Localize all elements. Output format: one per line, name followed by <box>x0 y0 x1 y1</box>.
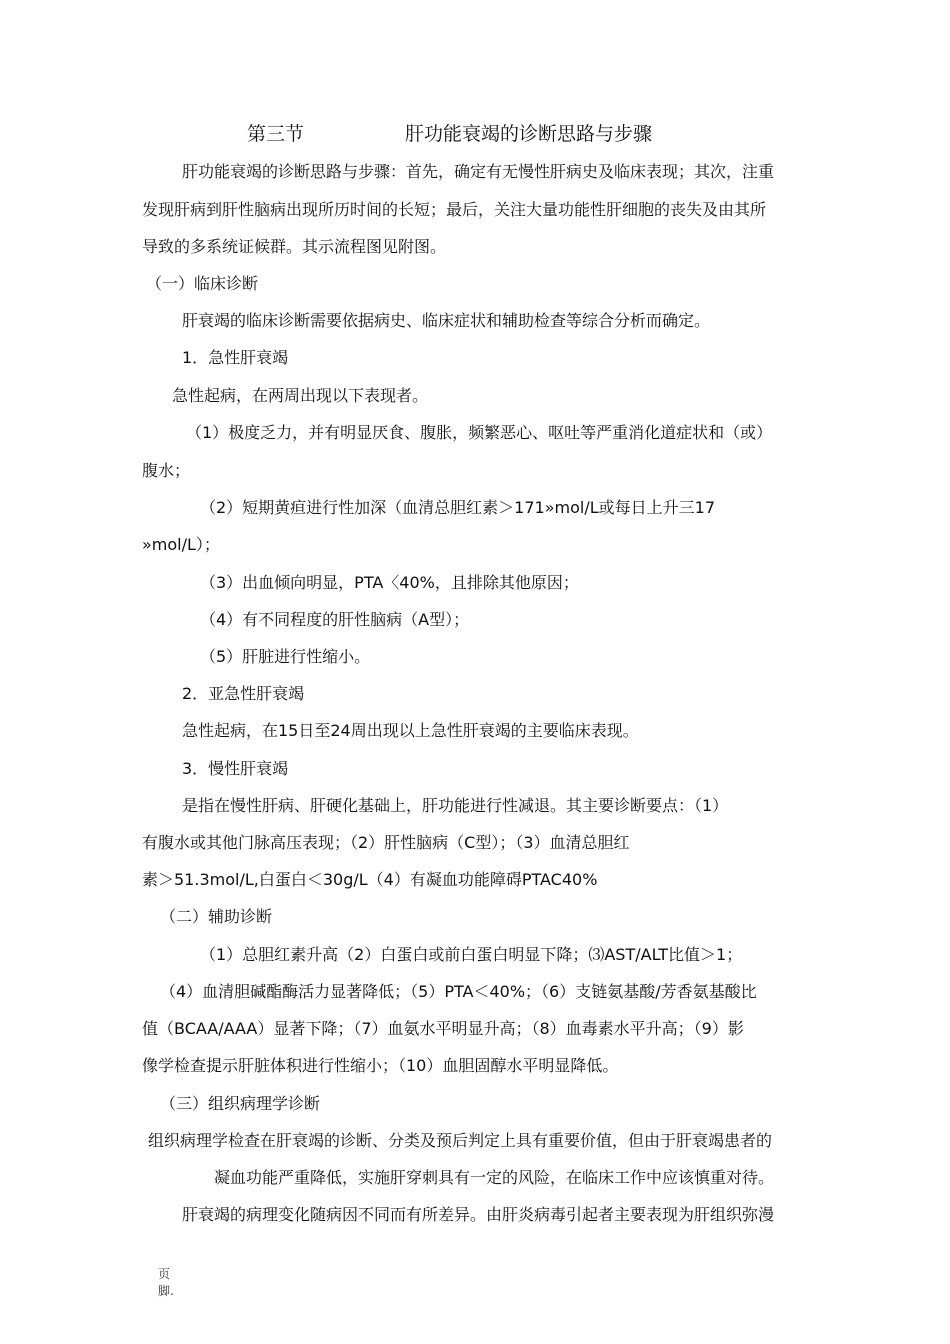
section-number: 第三节 <box>247 123 305 145</box>
paragraph-line: （1）总胆红素升高（2）白蛋白或前白蛋白明显下降；⑶AST/ALT比值＞1； <box>200 945 743 964</box>
list-item: （4）有不同程度的肝性脑病（A型）； <box>200 610 470 629</box>
list-item: （1）极度乏力，并有明显厌食、腹胀，频繁恶心、呕吐等严重消化道症状和（或） <box>186 423 773 442</box>
paragraph-line: 素＞51.3mol/L,白蛋白＜30g/L（4）有凝血功能障碍PTAC40% <box>142 870 598 889</box>
section-heading: （三）组织病理学诊断 <box>160 1094 321 1113</box>
list-item-continuation: »mol/L）； <box>142 535 220 554</box>
page-footer-line: 页 <box>158 1267 171 1281</box>
paragraph-line: 组织病理学检查在肝衰竭的诊断、分类及预后判定上具有重要价值，但由于肝衰竭患者的 <box>148 1131 773 1150</box>
paragraph-line: 肝衰竭的病理变化随病因不同而有所差异。由肝炎病毒引起者主要表现为肝组织弥漫 <box>182 1205 775 1224</box>
paragraph-line: （4）血清胆碱酯酶活力显著降低；（5）PTA＜40%；（6）支链氨基酸/芳香氨基酸比 <box>160 982 757 1001</box>
page-footer-line: 脚. <box>158 1284 174 1298</box>
subsection-heading: 1．急性肝衰竭 <box>182 348 289 367</box>
paragraph-line: 值（BCAA/AAA）显著下降；（7）血氨水平明显升高；（8）血毒素水平升高；（9）影 <box>142 1019 744 1038</box>
subsection-heading: 3．慢性肝衰竭 <box>182 759 289 778</box>
list-item: （2）短期黄疸进行性加深（血清总胆红素＞171»mol/L或每日上升三17 <box>200 498 715 517</box>
paragraph-line: 像学检查提示肝脏体积进行性缩小；（10）血胆固醇水平明显降低。 <box>142 1056 619 1075</box>
subsection-heading: 2．亚急性肝衰竭 <box>182 684 305 703</box>
paragraph-line: 肝衰竭的临床诊断需要依据病史、临床症状和辅助检查等综合分析而确定。 <box>182 311 711 330</box>
paragraph-line: 发现肝病到肝性脑病出现所历时间的长短；最后，关注大量功能性肝细胞的丧失及由其所 <box>142 200 767 219</box>
paragraph-line: 肝功能衰竭的诊断思路与步骤：首先，确定有无慢性肝病史及临床表现；其次，注重 <box>182 162 775 181</box>
page-title: 肝功能衰竭的诊断思路与步骤 <box>405 123 653 145</box>
list-item-continuation: 腹水； <box>142 461 191 480</box>
section-heading: （二）辅助诊断 <box>160 907 273 926</box>
paragraph-line: 是指在慢性肝病、肝硬化基础上，肝功能进行性减退。其主要诊断要点：（1） <box>182 796 729 815</box>
paragraph-line: 凝血功能严重降低，实施肝穿刺具有一定的风险，在临床工作中应该慎重对待。 <box>214 1168 775 1187</box>
list-item: （5）肝脏进行性缩小。 <box>200 647 371 666</box>
paragraph-line: 急性起病，在两周出现以下表现者。 <box>172 386 429 405</box>
paragraph-line: 导致的多系统证候群。其示流程图见附图。 <box>142 237 447 256</box>
list-item: （3）出血倾向明显，PTA〈40%，且排除其他原因； <box>200 573 579 592</box>
paragraph-line: 急性起病，在15日至24周出现以上急性肝衰竭的主要临床表现。 <box>182 721 639 740</box>
paragraph-line: 有腹水或其他门脉高压表现；（2）肝性脑病（C型）；（3）血清总胆红 <box>142 833 630 852</box>
section-heading: （一）临床诊断 <box>146 274 259 293</box>
